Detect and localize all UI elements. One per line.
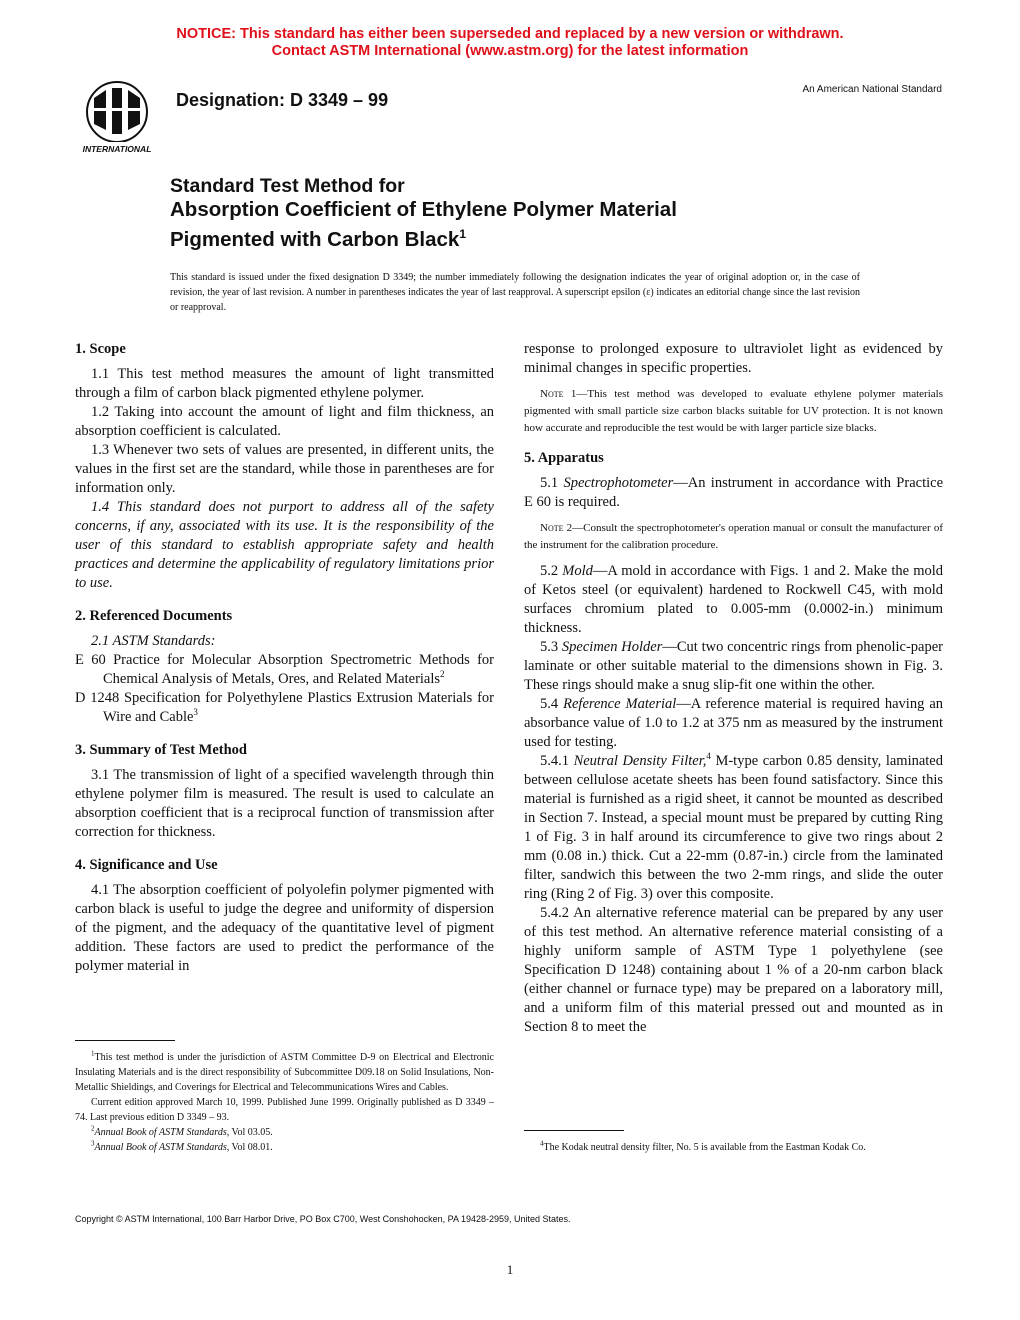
notice-line-2: Contact ASTM International (www.astm.org) for the latest information xyxy=(271,43,749,59)
para-5-1-text: —An instrument in accordance with Practice E 60 is required. xyxy=(524,475,943,510)
para-5-4-1-term: Neutral Density Filter, xyxy=(573,753,707,769)
document-title xyxy=(170,174,677,252)
para-3-1: 3.1 The transmission of light of a specified wavelength through thin ethylene polymer film is measured. The result is used to calculate an absorption coefficient that is a reciprocal function of transmission after correction for thickness. xyxy=(75,767,494,840)
para-5-4-1-num: 5.4.1 xyxy=(540,753,574,769)
footnotes-right xyxy=(524,1140,943,1155)
footnote-3-book: Annual Book of ASTM Standards xyxy=(94,1142,227,1153)
para-1-1: 1.1 This test method measures the amount of light transmitted through a film of carbon black pigmented ethylene polymer. xyxy=(75,366,494,401)
section-1-heading: 1. Scope xyxy=(75,341,126,357)
para-5-1 xyxy=(524,474,943,512)
title-line-2: Absorption Coefficient of Ethylene Polymer Material xyxy=(170,198,677,221)
american-national-standard: An American National Standard xyxy=(802,84,942,95)
title-line-3 xyxy=(170,222,677,252)
issuance-statement: This standard is issued under the fixed designation D 3349; the number immediately following the designation indicates the year of original adoption or, in the case of revision, the year of last revision. A number in parentheses indicates the year of last reapproval. A superscript epsilon (ε) indicates an editorial change since the last revision or reapproval. xyxy=(170,272,860,313)
para-5-3-num: 5.3 xyxy=(540,639,562,655)
para-1-4 xyxy=(75,498,494,593)
reference-e60 xyxy=(75,651,494,689)
copyright: Copyright © ASTM International, 100 Barr Harbor Drive, PO Box C700, West Conshohocken, PA 19428-2959, United States. xyxy=(75,1214,571,1224)
para-2-1 xyxy=(75,632,494,651)
reference-d1248 xyxy=(75,689,494,727)
section-5-heading: 5. Apparatus xyxy=(524,450,604,466)
section-2-heading: 2. Referenced Documents xyxy=(75,608,233,624)
section-3-heading: 3. Summary of Test Method xyxy=(75,742,247,758)
footnote-2-text: , Vol 03.05. xyxy=(226,1127,273,1138)
astm-logo-icon xyxy=(72,78,162,156)
para-5-3-term: Specimen Holder xyxy=(561,639,663,655)
logo-text: INTERNATIONAL xyxy=(82,144,152,154)
reference-e60-text: E 60 Practice for Molecular Absorption Spectrometric Methods for Chemical Analysis of Metals, Ores, and Related Materials xyxy=(75,652,494,687)
para-5-1-term: Spectrophotometer xyxy=(563,475,674,491)
footnote-1-edition: Current edition approved March 10, 1999. Published June 1999. Originally published as D 3349 – 74. Last previous edition D 3349 – 93. xyxy=(75,1097,494,1123)
note-1 xyxy=(524,386,943,437)
reference-d1248-fnref: 3 xyxy=(193,707,198,718)
page-number: 1 xyxy=(506,1262,514,1277)
para-5-4-1-text: M-type carbon 0.85 density, laminated between cellulose acetate sheets has been found satisfactory. Since this material is furnished as a rigid sheet, it cannot be mounted as described in Section 7. Instead, a special mount must be prepared by cutting Ring 1 of Fig. 3 in half around its circumference to give two rings about 2 mm (0.08 in.) thick. Cut a 22-mm (0.87-in.) circle from the laminated filter, sandwich this between the two 2-mm rings, and slide the outer ring (Ring 2 of Fig. 3) over this composite. xyxy=(524,753,943,902)
para-5-3 xyxy=(524,638,943,695)
para-2-1-text: 2.1 ASTM Standards: xyxy=(91,633,216,649)
notice-line-1: NOTICE: This standard has either been superseded and replaced by a new version or withdrawn. xyxy=(176,26,844,42)
note-1-label: Note 1 xyxy=(540,388,577,400)
para-5-2-term: Mold xyxy=(562,563,593,579)
para-4-1-continued: response to prolonged exposure to ultraviolet light as evidenced by minimal changes in specific properties. xyxy=(524,341,943,376)
withdrawal-notice xyxy=(0,26,1020,60)
footnote-1-marker: 1 xyxy=(91,1049,95,1058)
footnote-4-text: The Kodak neutral density filter, No. 5 is available from the Eastman Kodak Co. xyxy=(543,1142,866,1153)
para-5-2-text: —A mold in accordance with Figs. 1 and 2. Make the mold of Ketos steel (or equivalent) hardened to Rockwell C45, with mold surfaces chromium plated to 0.005-mm (0.0002-in.) minimum thickness. xyxy=(524,563,944,636)
para-5-4-1 xyxy=(524,752,943,904)
para-5-3-text: —Cut two concentric rings from phenolic-paper laminate or other suitable material to the dimensions shown in Fig. 3. These rings should make a snug slip-fit one within the other. xyxy=(524,639,943,693)
para-5-4-num: 5.4 xyxy=(540,696,564,712)
footnotes-left xyxy=(75,1050,494,1155)
right-column xyxy=(524,340,943,1037)
footnote-1 xyxy=(75,1050,494,1095)
note-1-text: —This test method was developed to evaluate ethylene polymer materials pigmented with small particle size carbon blacks suitable for UV protection. It is not known how accurate and reproducible the test would be with larger particle size blacks. xyxy=(524,388,943,434)
para-1-2: 1.2 Taking into account the amount of light and film thickness, an absorption coefficient is calculated. xyxy=(75,404,494,439)
para-4-1: 4.1 The absorption coefficient of polyolefin polymer pigmented with carbon black is useful to judge the degree and uniformity of dispersion of the pigment, and the adequacy of the quantitative level of pigment addition. These factors are used to predict the performance of the polymer material in xyxy=(75,882,494,974)
note-2-text: —Consult the spectrophotometer's operation manual or consult the manufacturer of the instrument for the calibration procedure. xyxy=(524,522,943,551)
para-5-4-2: 5.4.2 An alternative reference material can be prepared by any user of this test method. An alternative reference material consisting of a highly uniform sample of ASTM Type 1 polyethylene (see Specification D 1248) containing about 1 % of a 20-nm carbon black (either channel or furnace type) may be prepared on a laboratory mill, and a uniform film of this material pressed out and mounted as in Section 8 to meet the xyxy=(524,905,943,1035)
para-5-4-1-fnref: 4 xyxy=(706,751,711,762)
footnote-1-text: This test method is under the jurisdiction of ASTM Committee D-9 on Electrical and Electronic Insulating Materials and is the direct responsibility of Subcommittee D09.18 on Solid Insulations, Non-Metallic Shieldings, and Coverings for Electrical and Telecommunications Wires and Cables. xyxy=(75,1052,494,1093)
title-footnote-ref: 1 xyxy=(459,227,467,241)
reference-e60-fnref: 2 xyxy=(440,669,445,680)
footnote-2-book: Annual Book of ASTM Standards xyxy=(94,1127,227,1138)
para-5-4-term: Reference Material xyxy=(563,696,677,712)
note-2-label: Note 2 xyxy=(540,522,573,534)
reference-d1248-text: D 1248 Specification for Polyethylene Plastics Extrusion Materials for Wire and Cable xyxy=(75,690,494,725)
note-2 xyxy=(524,520,943,554)
para-5-4 xyxy=(524,695,943,752)
astm-logo xyxy=(72,78,162,156)
title-line-1: Standard Test Method for xyxy=(170,175,405,197)
para-5-2 xyxy=(524,562,943,638)
para-1-4-text: 1.4 This standard does not purport to address all of the safety concerns, if any, associated with its use. It is the responsibility of the user of this standard to establish appropriate safety and health practices and determine the applicability of regulatory limitations prior to use. xyxy=(75,499,494,591)
footnote-2 xyxy=(75,1125,494,1140)
para-5-4-text: —A reference material is required having an absorbance value of 1.0 to 1.2 at 375 nm as measured by the instrument used for testing. xyxy=(524,696,944,750)
footnote-4 xyxy=(524,1140,943,1155)
left-column xyxy=(75,340,494,976)
para-5-2-num: 5.2 xyxy=(540,563,563,579)
para-5-1-num: 5.1 xyxy=(540,475,564,491)
footnote-4-marker: 4 xyxy=(540,1139,544,1148)
section-4-heading: 4. Significance and Use xyxy=(75,857,218,873)
footnote-3-marker: 3 xyxy=(91,1139,95,1148)
footnote-3 xyxy=(75,1140,494,1155)
footnote-2-marker: 2 xyxy=(91,1124,95,1133)
para-1-3: 1.3 Whenever two sets of values are presented, in different units, the values in the first set are the standard, while those in parentheses are for information only. xyxy=(75,442,494,496)
footnote-3-text: , Vol 08.01. xyxy=(226,1142,273,1153)
title-line-3-text: Pigmented with Carbon Black xyxy=(170,227,460,251)
designation: Designation: D 3349 – 99 xyxy=(176,90,389,110)
footnote-rule-left xyxy=(75,1040,175,1041)
footnote-rule-right xyxy=(524,1130,624,1131)
